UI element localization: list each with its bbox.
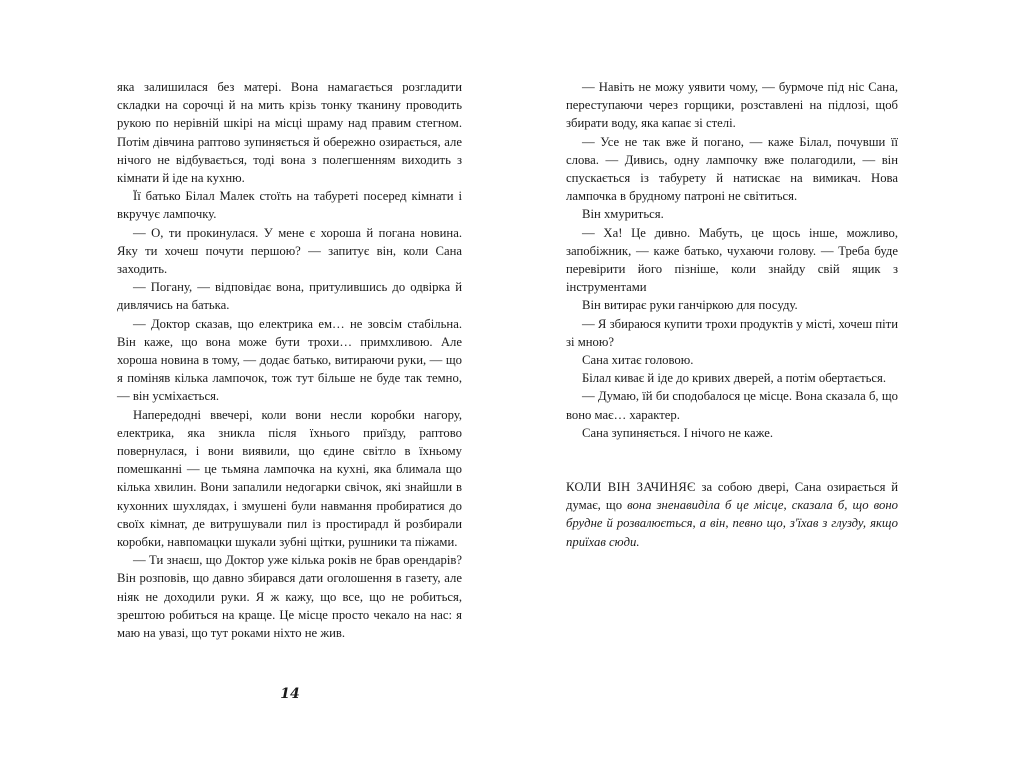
paragraph: Її батько Білал Малек стоїть на табуреті посеред кімнати і вкручує лампочку.	[117, 189, 462, 222]
closing-paragraph	[566, 478, 898, 551]
paragraph: — Думаю, їй би сподобалося це місце. Вона сказала б, що воно має… характер.	[566, 389, 898, 422]
left-page	[117, 78, 462, 642]
paragraph: Напередодні ввечері, коли вони несли коробки нагору, електрика, яка зникла після їхнього приїзду, раптово повернулася, і вони виявили, що єдине світло в їхньому помешканні — це тьмяна лампочка на кухні, яка блимала що кілька хвилин. Вони запалили недогарки свічок, які знайшли в кухонних шухлядах, і змушені були навмання пробиратися до своїх кімнат, де витрушували пил із простирадл й розбирали коробки, навпомацки шукали зубні щітки, рушники та піжами.	[117, 407, 462, 550]
paragraph: — Усе не так вже й погано, — каже Білал, почувши її слова. — Дивись, одну лампочку вже полагодили, — він спускається із табурету й натискає на вимикач. Нова лампочка в брудному патроні не світиться.	[566, 134, 898, 204]
paragraph: Сана зупиняється. І нічого не каже.	[582, 425, 774, 440]
paragraph: Він витирає руки ганчіркою для посуду.	[582, 298, 798, 313]
closing-text: за собою двері, Сана озирається й думає, що	[566, 480, 899, 513]
section-break	[566, 460, 898, 478]
small-caps-lead: КОЛИ ВІН ЗАЧИНЯЄ	[566, 480, 696, 495]
paragraph: — Я збираюся купити трохи продуктів у місті, хочеш піти зі мною?	[566, 316, 898, 349]
paragraph: — Доктор сказав, що електрика ем… не зовсім стабільна. Він каже, що вона може бути трохи… примхливою. Але хороша новина в тому, — додає батько, витираючи руки, — що я поміняв кілька лампочок, тож тут більше не буде так темно, — він усміхається.	[117, 316, 462, 404]
closing-italic-text: вона зненавиділа б це місце, сказала б, що воно брудне й розвалюється, а він, певно що, з'їхав з глузду, якщо приїхав сюди.	[566, 498, 899, 549]
section-break	[566, 442, 898, 460]
right-page	[566, 78, 898, 551]
paragraph: яка залишилася без матері. Вона намагається розгладити складки на сорочці й на мить крізь тонку тканину проводить рукою по нерівній шкірі на місці шраму над правим стегном. Потім дівчина раптово зупиняється й обережно озирається, але нічого не відбувається, тоді вона з полегшенням виходить з кімнати й іде на кухню.	[117, 80, 462, 186]
page-number: 14	[280, 686, 300, 702]
paragraph: — О, ти прокинулася. У мене є хороша й погана новина. Яку ти хочеш почути першою? — запитує він, коли Сана заходить.	[117, 225, 462, 277]
paragraph: — Ти знаєш, що Доктор уже кілька років не брав орендарів? Він розповів, що давно збирався дати оголошення в газету, але ніяк не доходили руки. Я ж кажу, що все, що не робиться, зрештою робиться на краще. Це місце просто чекало на нас: я маю на увазі, що тут роками ніхто не жив.	[117, 553, 462, 641]
paragraph: Сана хитає головою.	[582, 353, 694, 368]
paragraph: — Ха! Це дивно. Мабуть, це щось інше, можливо, запобіжник, — каже батько, чухаючи голову. — Треба буде перевірити його пізніше, коли знайду свій ящик з інструментами	[566, 225, 898, 295]
paragraph: Білал киває й іде до кривих дверей, а потім обертається.	[582, 371, 887, 386]
paragraph: — Навіть не можу уявити чому, — бурмоче під ніс Сана, переступаючи через горщики, розставлені на підлозі, щоб збирати воду, яка капає зі стелі.	[566, 80, 898, 131]
paragraph: — Погану, — відповідає вона, притулившись до одвірка й дивлячись на батька.	[117, 280, 462, 313]
paragraph: Він хмуриться.	[582, 207, 664, 222]
